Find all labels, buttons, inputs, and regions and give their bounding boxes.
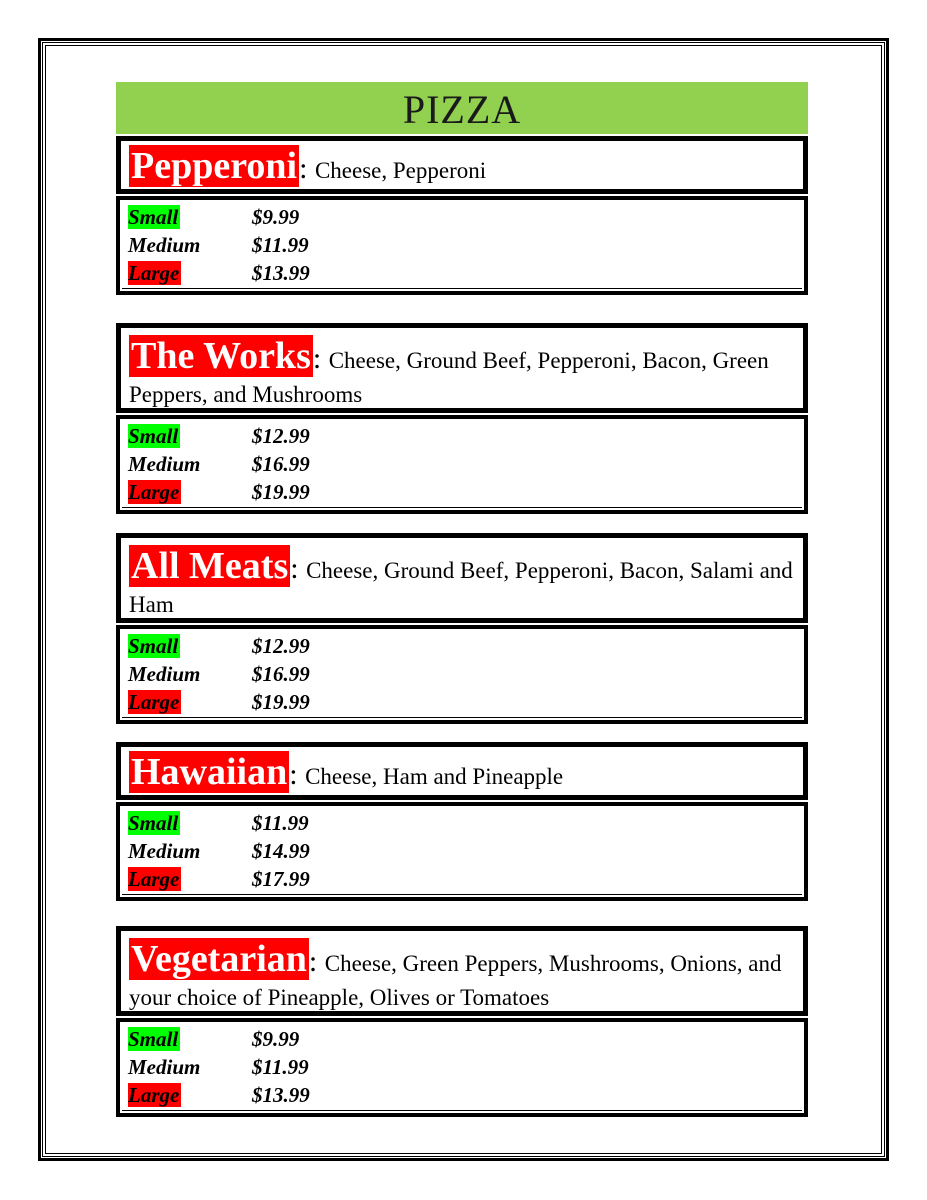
size-label: Medium [128,232,201,257]
menu-title: PIZZA [116,82,808,134]
item-description: Cheese, Green Peppers, Mushrooms, Onions, and your choice of Pineapple, Olives or Tomatoes [129,951,782,1010]
item-description: Cheese, Pepperoni [314,158,487,183]
price-list [116,802,808,901]
price-value: $16.99 [252,451,310,476]
item-name-box: The Works: Cheese, Ground Beef, Pepperoni, Bacon, Green Peppers, and Mushrooms [116,323,808,413]
price-value: $9.99 [252,204,300,229]
price-list [116,625,808,724]
item-description: Cheese, Ground Beef, Pepperoni, Bacon, Green Peppers, and Mushrooms [129,348,769,407]
item-name-box: Pepperoni: Cheese, Pepperoni [116,136,808,194]
size-label: Large [128,866,180,891]
price-value: $13.99 [252,260,310,285]
size-label: Large [128,479,180,504]
price-value: $12.99 [252,423,310,448]
price-row-medium [128,231,796,259]
menu-item-all-meats [116,533,808,724]
size-label: Large [128,1082,180,1107]
item-description: Cheese, Ground Beef, Pepperoni, Bacon, Salami and Ham [129,558,793,617]
size-label: Large [128,689,180,714]
size-label: Small [128,423,179,448]
price-value: $17.99 [252,866,310,891]
price-row-small [128,422,796,450]
price-row-small [128,1025,796,1053]
price-row-large [128,865,796,893]
price-value: $11.99 [252,232,309,257]
size-label: Small [128,204,179,229]
item-name-box: Hawaiian: Cheese, Ham and Pineapple [116,742,808,800]
price-row-medium [128,1053,796,1081]
price-row-large [128,259,796,287]
size-label: Small [128,1026,179,1051]
item-name: Hawaiian [131,751,288,793]
size-label: Medium [128,1054,201,1079]
price-list [116,196,808,295]
size-label: Small [128,810,179,835]
price-row-medium [128,450,796,478]
item-name-box: Vegetarian: Cheese, Green Peppers, Mushrooms, Onions, and your choice of Pineapple, Olives or Tomatoes [116,926,808,1016]
price-list [116,415,808,514]
price-row-large [128,478,796,506]
price-row-medium [128,837,796,865]
item-name-box: All Meats: Cheese, Ground Beef, Pepperoni, Bacon, Salami and Ham [116,533,808,623]
price-row-small [128,809,796,837]
size-label: Medium [128,661,201,686]
menu-item-vegetarian [116,926,808,1117]
item-name: The Works [131,335,311,377]
size-label: Small [128,633,179,658]
price-row-small [128,632,796,660]
price-value: $13.99 [252,1082,310,1107]
item-name: Pepperoni [131,145,298,187]
price-value: $11.99 [252,810,309,835]
item-description: Cheese, Ham and Pineapple [305,764,564,789]
price-row-large [128,1081,796,1109]
price-value: $16.99 [252,661,310,686]
size-label: Large [128,260,180,285]
menu-item-the-works [116,323,808,514]
item-name: All Meats [131,545,289,587]
price-row-medium [128,660,796,688]
item-name: Vegetarian [131,938,307,980]
price-row-small [128,203,796,231]
price-value: $11.99 [252,1054,309,1079]
price-value: $9.99 [252,1026,300,1051]
price-row-large [128,688,796,716]
menu-item-hawaiian [116,742,808,901]
price-list [116,1018,808,1117]
menu-item-pepperoni [116,136,808,295]
price-value: $19.99 [252,479,310,504]
price-value: $19.99 [252,689,310,714]
size-label: Medium [128,451,201,476]
price-value: $12.99 [252,633,310,658]
size-label: Medium [128,838,201,863]
price-value: $14.99 [252,838,310,863]
